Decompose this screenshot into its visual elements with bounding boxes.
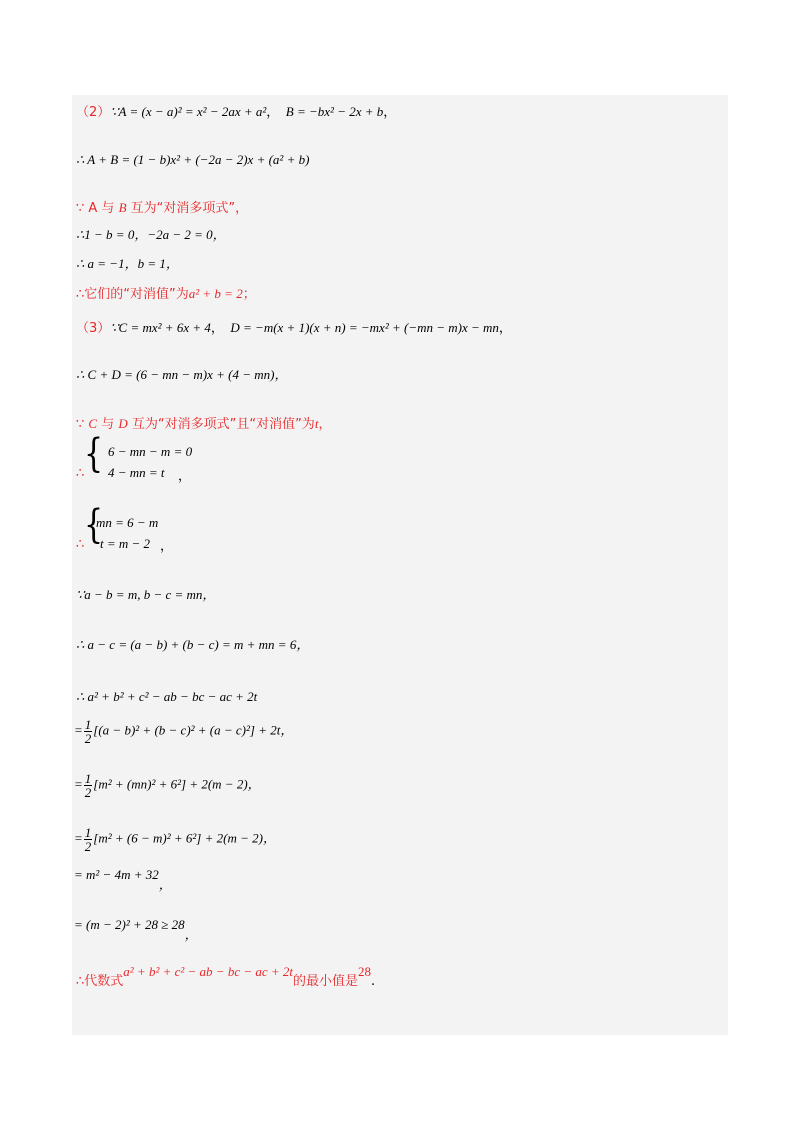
sum-c-d-line bbox=[76, 367, 287, 383]
system-2-eq-1: mn = 6 − m bbox=[96, 515, 159, 530]
step-5-expr: = (m − 2)² + 28 ≥ 28 bbox=[74, 917, 185, 932]
var-c: C bbox=[88, 416, 98, 431]
sum-c-d-expr: ∴ C + D = (6 − mn − m)x + (4 − mn) bbox=[76, 367, 275, 382]
part-3-given-d: D = −m(x + 1)(x + n) = −mx² + (−mn − m)x − mn bbox=[230, 320, 499, 335]
part-2-line bbox=[76, 104, 396, 121]
var-t: t bbox=[314, 416, 319, 431]
reason-text: 互为“对消多项式”且“对消值”为 bbox=[127, 417, 315, 432]
separator: ， bbox=[158, 877, 172, 892]
reason-text: ∵ A 与 bbox=[76, 201, 119, 216]
separator: ， bbox=[383, 104, 397, 119]
equals: = bbox=[74, 830, 83, 846]
part-2-label: （2） bbox=[76, 105, 111, 120]
sum-a-b-line: ∴ A + B = (1 − b)x² + (−2a − 2)x + (a² + b) bbox=[76, 152, 310, 167]
numerator: 1 bbox=[84, 771, 92, 786]
system-1-eq-2: 4 − mn = t bbox=[108, 465, 165, 480]
separator: ， bbox=[296, 637, 310, 652]
final-conclusion-line bbox=[76, 964, 376, 990]
separator: ， bbox=[280, 722, 294, 738]
cancel-value-expr: a² + b = 2 bbox=[188, 286, 243, 301]
final-expr: a² + b² + c² − ab − bc − ac + 2t bbox=[123, 964, 294, 979]
reason-text: ∵ bbox=[76, 417, 89, 432]
part-2-given-a: ∵A = (x − a)² = x² − 2ax + a² bbox=[110, 104, 267, 119]
given-diff-line bbox=[76, 587, 215, 603]
equals: = bbox=[74, 776, 83, 792]
coeff-zero-line: ∴1 − b = 0，−2a − 2 = 0， bbox=[76, 227, 226, 242]
equals: = bbox=[74, 722, 83, 738]
reason-text: ， bbox=[318, 417, 332, 432]
separator: ， bbox=[160, 538, 174, 553]
separator: ， bbox=[266, 104, 280, 119]
separator: ， bbox=[210, 320, 224, 335]
separator: ， bbox=[184, 927, 198, 942]
var-b: B bbox=[118, 200, 127, 215]
conclusion-text: ∴它们的“对消值”为 bbox=[76, 287, 189, 302]
step-4-line bbox=[74, 867, 172, 892]
target-expr-line: ∴ a² + b² + c² − ab − bc − ac + 2t bbox=[76, 689, 258, 704]
minimum-value: 28 bbox=[358, 964, 372, 979]
system-2-eq-2: t = m − 2 bbox=[100, 536, 151, 551]
conclusion-text: 的最小值是 bbox=[293, 974, 359, 989]
separator: ， bbox=[178, 468, 192, 483]
conclusion-text: ； bbox=[242, 287, 256, 302]
a-minus-c-expr: ∴ a − c = (a − b) + (b − c) = m + mn = 6 bbox=[76, 637, 297, 652]
a-minus-c-line bbox=[76, 637, 309, 653]
part-2-given-b: B = −bx² − 2x + b bbox=[285, 104, 384, 119]
brace-2: { bbox=[84, 502, 104, 549]
separator: ， bbox=[274, 367, 288, 382]
step-1-line bbox=[74, 718, 293, 745]
separator: ， bbox=[262, 830, 276, 846]
half-fraction bbox=[84, 718, 93, 745]
step-3-line bbox=[74, 826, 276, 853]
step-4-expr: = m² − 4m + 32 bbox=[74, 867, 159, 882]
system-1-prefix: ∴ bbox=[76, 466, 85, 481]
denominator: 2 bbox=[84, 839, 92, 854]
reason-line bbox=[76, 200, 248, 217]
system-2-prefix: ∴ bbox=[76, 537, 85, 552]
separator: ， bbox=[498, 320, 512, 335]
brace-1: { bbox=[84, 431, 104, 478]
numerator: 1 bbox=[84, 717, 92, 732]
separator: ， bbox=[247, 776, 261, 792]
separator: ， bbox=[202, 587, 216, 602]
given-diff-expr: ∵a − b = m, b − c = mn bbox=[76, 587, 203, 602]
reason-text: 互为“对消多项式”， bbox=[126, 201, 249, 216]
step-2-expr: [m² + (mn)² + 6²] + 2(m − 2) bbox=[93, 776, 248, 792]
step-2-line bbox=[74, 772, 261, 799]
cancel-value-line bbox=[76, 286, 256, 303]
half-fraction bbox=[84, 826, 93, 853]
solve-ab-line: ∴ a = −1，b = 1， bbox=[76, 256, 179, 271]
reason-text: 与 bbox=[97, 417, 119, 432]
reason-c-d-line bbox=[76, 416, 331, 433]
half-fraction bbox=[84, 772, 93, 799]
numerator: 1 bbox=[84, 825, 92, 840]
denominator: 2 bbox=[84, 731, 92, 746]
part-3-given-c: ∵C = mx² + 6x + 4 bbox=[110, 320, 211, 335]
part-3-line bbox=[76, 320, 512, 337]
step-3-expr: [m² + (6 − m)² + 6²] + 2(m − 2) bbox=[93, 830, 263, 846]
step-1-expr: [(a − b)² + (b − c)² + (a − c)²] + 2t bbox=[93, 722, 281, 738]
period: . bbox=[371, 974, 376, 989]
part-3-label: （3） bbox=[76, 321, 111, 336]
denominator: 2 bbox=[84, 785, 92, 800]
var-d: D bbox=[118, 416, 128, 431]
conclusion-text: ∴代数式 bbox=[76, 974, 124, 989]
step-5-line bbox=[74, 917, 198, 942]
system-1-eq-1: 6 − mn − m = 0 bbox=[108, 444, 193, 459]
